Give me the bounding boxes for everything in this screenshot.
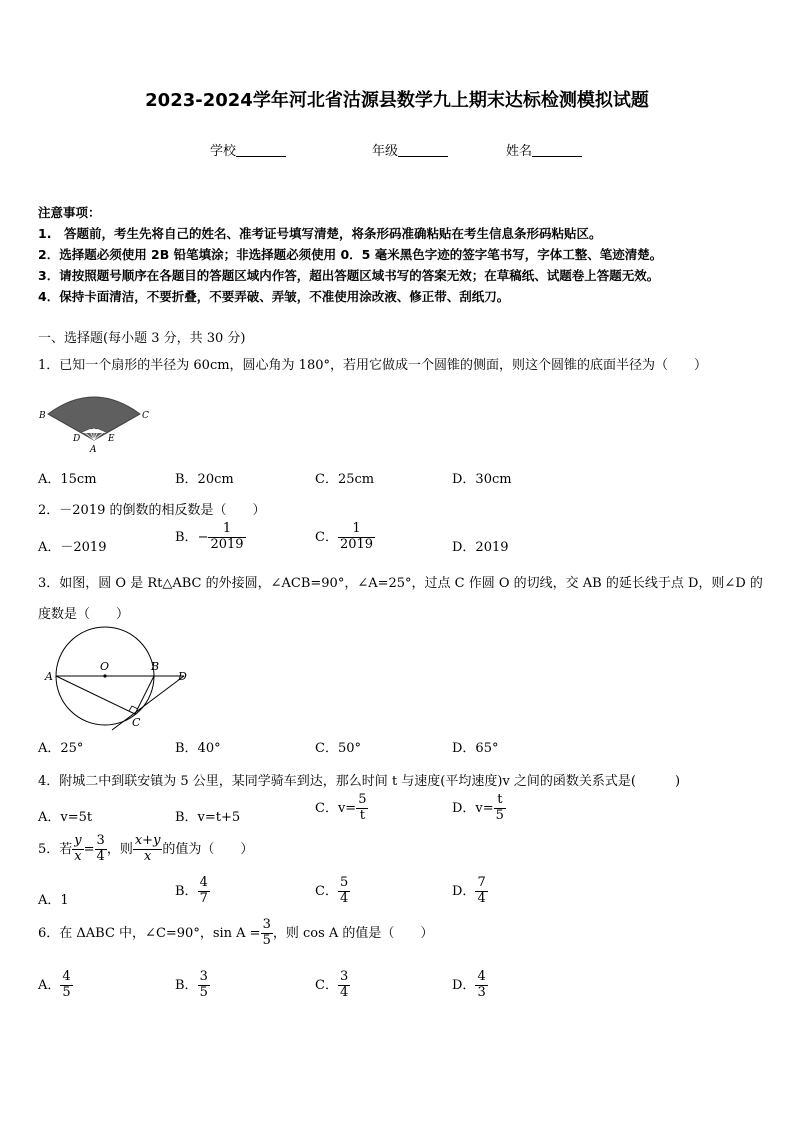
q5-option-a[interactable]: A．1: [38, 893, 69, 908]
option-label: C．v=: [315, 800, 357, 816]
q4-option-a[interactable]: A．v=5t: [38, 810, 93, 825]
q1-option-a[interactable]: A．15cm: [38, 472, 97, 487]
school-field: [210, 140, 286, 159]
school-label: 学校: [210, 144, 237, 159]
name-field: [506, 140, 582, 159]
label-A: A: [45, 670, 53, 683]
q6-option-b[interactable]: [175, 970, 210, 1001]
q2-option-a[interactable]: A．－2019: [38, 540, 107, 555]
fraction: $\frac{3}{4}$: [339, 969, 349, 1000]
section-heading: 一、选择题(每小题 3 分，共 30 分): [38, 331, 246, 346]
question-2-text: 2．－2019 的倒数的相反数是（ ）: [38, 503, 266, 518]
q4-option-c[interactable]: [315, 793, 368, 824]
notice-item: 2．选择题必须使用 2B 铅笔填涂；非选择题必须使用 0．5 毫米黑色字迹的签字笔书写，字体工整、笔迹清楚。: [38, 247, 663, 262]
fraction: $\frac{5}{t}$: [358, 792, 367, 823]
q5-option-d[interactable]: [452, 876, 488, 907]
name-label: 姓名: [506, 144, 533, 159]
option-label: B．: [175, 977, 198, 993]
question-1-text: 1．已知一个扇形的半径为 60cm，圆心角为 180°，若用它做成一个圆锥的侧面，则这个圆锥的底面半径为（ ）: [38, 358, 707, 373]
fraction: $\frac{4}{3}$: [477, 969, 486, 1000]
grade-field: [372, 140, 448, 159]
question-5-text: 5．若 $\frac{y}{x}$ = $\frac{3}{4}$ ，则 $\frac{x+y}{x}$ 的值为（ ）: [38, 833, 254, 864]
fraction: $\frac{5}{4}$: [339, 875, 349, 906]
label-C: C: [132, 716, 141, 729]
q6-option-d[interactable]: [452, 970, 488, 1001]
question-3-line2: 度数是（ ）: [38, 607, 130, 622]
q6-option-a[interactable]: [38, 970, 73, 1001]
page-title: 2023-2024学年河北省沽源县数学九上期末达标检测模拟试题: [145, 90, 649, 111]
option-label: B．: [175, 883, 198, 899]
label-D: D: [73, 434, 81, 444]
q1-option-d[interactable]: D．30cm: [452, 472, 512, 487]
fraction: $\frac{3}{5}$: [262, 917, 271, 948]
fraction: $\frac{4}{5}$: [62, 969, 71, 1000]
fraction: $\frac{1}{2019}$: [210, 521, 244, 552]
option-label: D．v=: [452, 800, 494, 816]
q5-option-c[interactable]: [315, 876, 350, 907]
sector-figure: [36, 386, 156, 456]
label-E: E: [108, 434, 115, 444]
grade-blank: [398, 144, 448, 157]
label-C: C: [142, 411, 149, 421]
notice-item: 4．保持卡面清洁，不要折叠，不要弄破、弄皱，不准使用涂改液、修正带、刮纸刀。: [38, 289, 510, 304]
option-label: C．: [315, 883, 338, 899]
minus-sign: −: [197, 529, 209, 545]
fraction: $\frac{7}{4}$: [477, 875, 486, 906]
q3-option-b[interactable]: B．40°: [175, 741, 221, 756]
q4-option-b[interactable]: B．v=t+5: [175, 810, 241, 825]
q1-option-c[interactable]: C．25cm: [315, 472, 375, 487]
fraction: $\frac{1}{2019}$: [339, 521, 374, 552]
fraction: $\frac{3}{4}$: [96, 833, 105, 864]
notice-item: 3．请按照题号顺序在各题目的答题区域内作答，超出答题区域书写的答案无效；在草稿纸、试题卷上答题无效。: [38, 268, 660, 283]
option-label: B．: [175, 529, 198, 545]
q3-option-a[interactable]: A．25°: [38, 741, 84, 756]
question-6-text: 6．在 ΔABC 中，∠C=90°，sin A = $\frac{3}{5}$ ，则 cos A 的值是（ ）: [38, 917, 434, 948]
notice-heading: 注意事项：: [38, 205, 101, 220]
fraction: $\frac{4}{7}$: [199, 875, 208, 906]
grade-label: 年级: [372, 144, 399, 159]
q5-option-b[interactable]: [175, 876, 210, 907]
q1-option-b[interactable]: B．20cm: [175, 472, 234, 487]
option-label: D．: [452, 883, 476, 899]
option-label: C．: [315, 529, 338, 545]
label-B: B: [39, 411, 46, 421]
option-label: A．: [38, 977, 61, 993]
fraction: $\frac{t}{5}$: [495, 792, 504, 823]
label-B: B: [151, 660, 160, 673]
q2-option-c[interactable]: [315, 522, 375, 553]
q4-option-d[interactable]: [452, 793, 506, 824]
circle-figure: [38, 622, 198, 732]
option-label: C．: [315, 977, 338, 993]
question-3-line1: 3．如图，圆 O 是 Rt△ABC 的外接圆，∠ACB=90°，∠A=25°，过点 C 作圆 O 的切线，交 AB 的延长线于点 D，则∠D 的: [38, 576, 763, 591]
label-D: D: [178, 670, 187, 683]
q2-option-b[interactable]: [175, 522, 246, 553]
q3-option-c[interactable]: C．50°: [315, 741, 361, 756]
school-blank: [236, 144, 286, 157]
fraction: $\frac{y}{x}$: [74, 833, 82, 864]
fraction: $\frac{x+y}{x}$: [134, 833, 161, 864]
question-4-text: 4．附城二中到联安镇为 5 公里，某同学骑车到达，那么时间 t 与速度(平均速度)v 之间的函数关系式是( ): [38, 774, 681, 789]
q3-option-d[interactable]: D．65°: [452, 741, 499, 756]
option-label: D．: [452, 977, 476, 993]
fraction: $\frac{3}{5}$: [199, 969, 208, 1000]
name-blank: [532, 144, 582, 157]
notice-item: 1. 答题前，考生先将自己的姓名、准考证号填写清楚，将条形码准确粘贴在考生信息条形码粘贴区。: [38, 226, 602, 241]
label-A: A: [90, 445, 97, 455]
q2-option-d[interactable]: D．2019: [452, 540, 509, 555]
q6-option-c[interactable]: [315, 970, 350, 1001]
label-O: O: [100, 660, 110, 673]
